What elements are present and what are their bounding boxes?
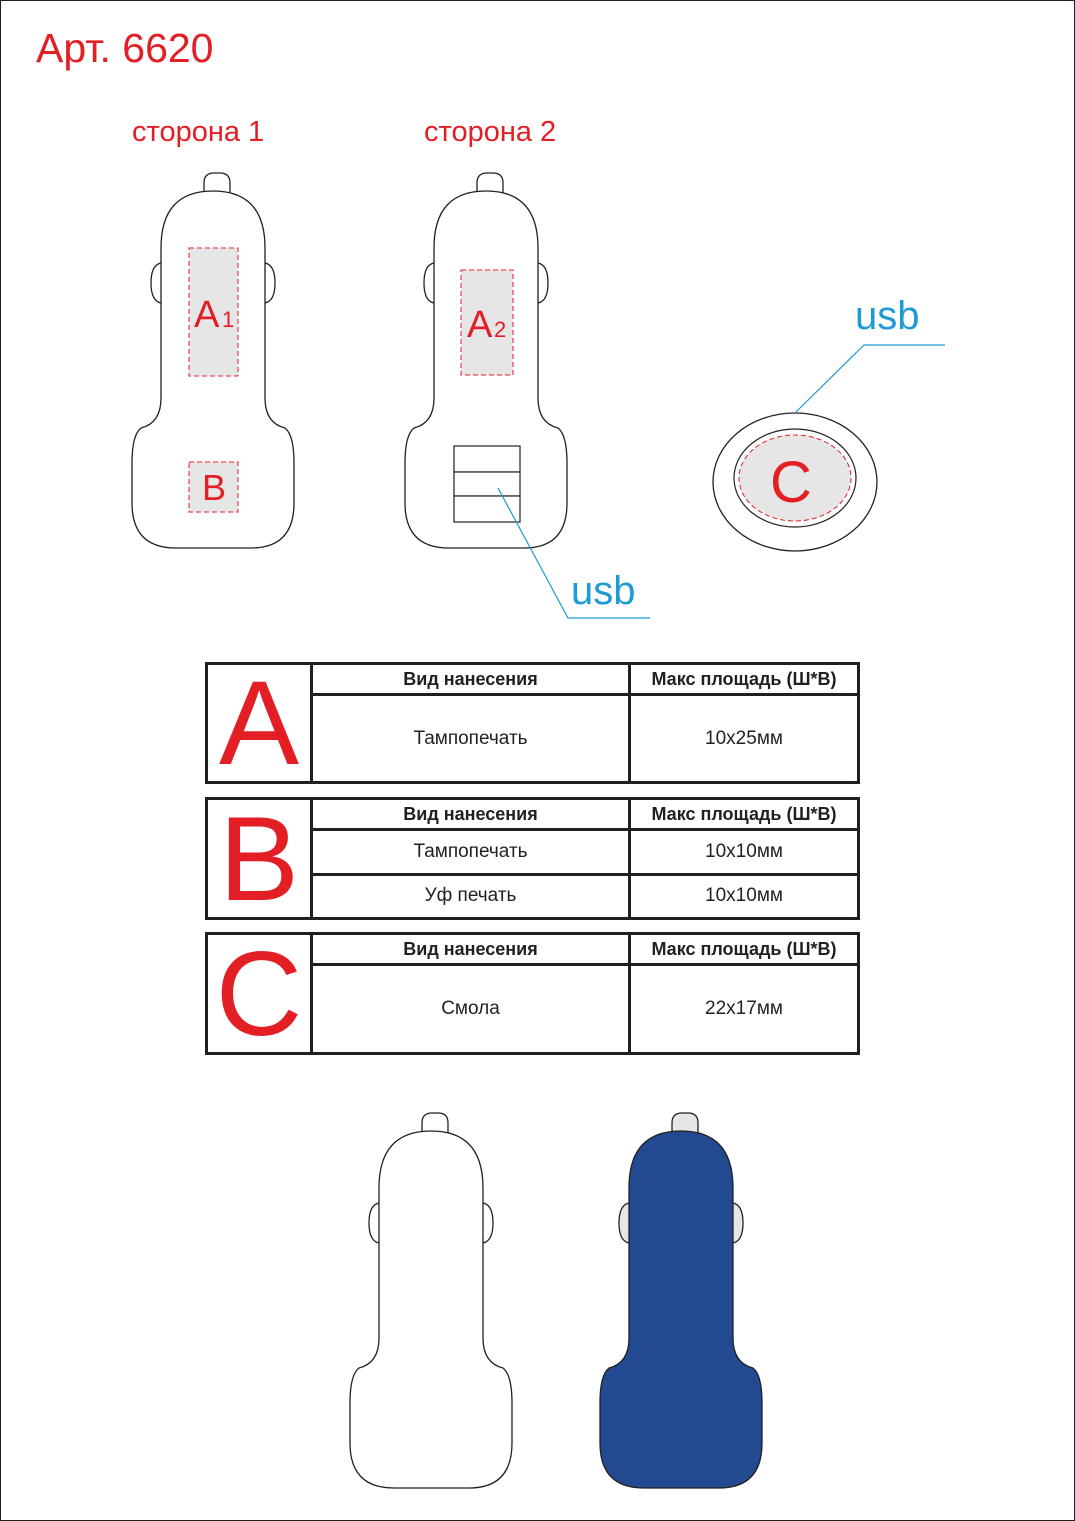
zone-a1-index: 1 (222, 307, 235, 332)
side-2-label: сторона 2 (424, 116, 557, 148)
charger-end-view (713, 345, 945, 551)
table-cell-method: Тампопечать (313, 831, 631, 873)
spec-table-b (205, 791, 860, 926)
spec-table-c (205, 926, 860, 1061)
product-white (350, 1113, 512, 1488)
zone-a2-index: 2 (494, 317, 507, 342)
header-max-area: Макс площадь (Ш*В) (651, 668, 837, 689)
zone-a2-label: A (467, 304, 493, 346)
table-cell-size: 22x17мм (705, 998, 783, 1019)
header-application-type: Вид нанесения (313, 665, 631, 693)
zone-b-label: B (202, 467, 227, 508)
product-blue (600, 1113, 762, 1488)
table-cell-method: Тампопечать (313, 696, 631, 781)
zone-c-label: C (770, 450, 812, 515)
header-max-area: Макс площадь (Ш*В) (651, 938, 837, 959)
usb-leader-line-2 (795, 345, 945, 413)
spec-letter-a: A (208, 665, 313, 781)
zone-a1-label: A (194, 294, 220, 336)
table-cell-method: Уф печать (313, 876, 631, 918)
spec-letter-b: B (208, 800, 313, 917)
article-title: Арт. 6620 (36, 25, 214, 71)
table-cell-size: 10x10мм (705, 885, 783, 907)
header-application-type: Вид нанесения (313, 935, 631, 963)
spec-letter-c: C (208, 935, 313, 1052)
usb-label-ports: usb (571, 569, 636, 613)
usb-label-end: usb (855, 294, 920, 338)
table-cell-method: Смола (313, 966, 631, 1052)
header-application-type: Вид нанесения (313, 800, 631, 828)
spec-table-a (205, 656, 860, 790)
header-max-area: Макс площадь (Ш*В) (651, 803, 837, 824)
side-1-label: сторона 1 (132, 116, 265, 148)
table-cell-size: 10x25мм (705, 727, 783, 749)
table-cell-size: 10x10мм (705, 840, 783, 862)
charger-side-2 (405, 173, 650, 618)
